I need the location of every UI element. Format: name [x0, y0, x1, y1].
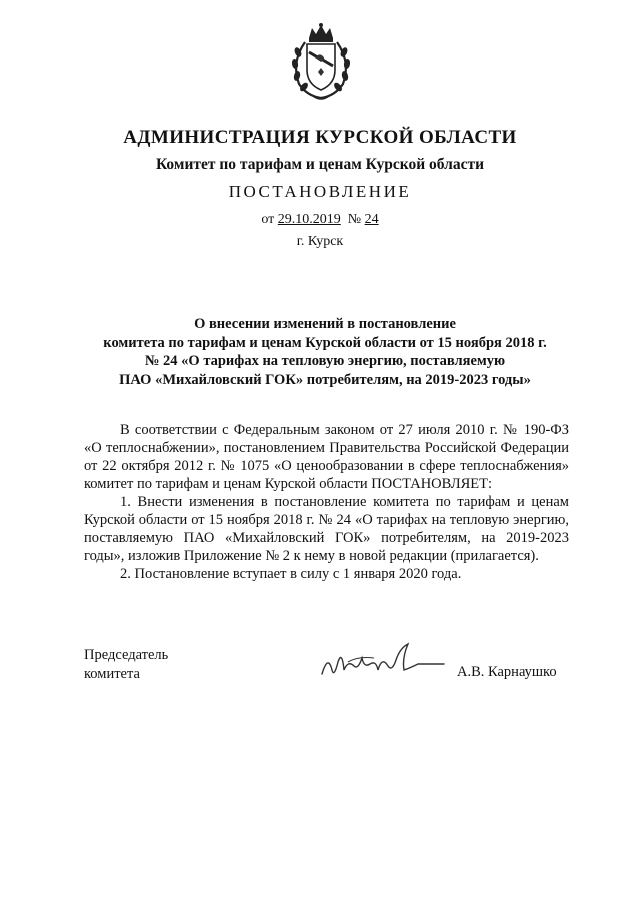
title-line: О внесении изменений в постановление [194, 316, 456, 332]
document-title [80, 315, 570, 389]
coat-of-arms-icon [285, 22, 357, 102]
signatory-name: А.В. Карнаушко [457, 664, 557, 680]
document-body [84, 421, 569, 583]
item-2-paragraph: 2. Постановление вступает в силу с 1 января 2020 года. [120, 566, 462, 582]
preamble-paragraph: В соответствии с Федеральным законом от 27 июля 2010 г. № 190-ФЗ «О теплоснабжении», постановлением Правительства Российской Федерации от 22 октября 2012 г. № 1075 «О ценообразовании в сфере теплоснабжения» комитет по тарифам и ценам Курской области ПОСТАНОВЛЯЕТ: [84, 422, 569, 492]
position-line: Председатель [84, 647, 169, 663]
document-date: 29.10.2019 [277, 212, 341, 227]
title-line: комитета по тарифам и ценам Курской области от 15 ноября 2018 г. [103, 334, 547, 351]
title-line: ПАО «Михайловский ГОК» потребителям, на 2019-2023 годы» [119, 371, 531, 388]
document-number: 24 [364, 212, 379, 227]
organization-name: АДМИНИСТРАЦИЯ КУРСКОЙ ОБЛАСТИ [123, 127, 517, 148]
signature-icon [318, 640, 448, 686]
document-date-number [0, 212, 640, 228]
signatory-position [84, 646, 168, 683]
city: г. Курск [296, 234, 344, 249]
date-prefix: от [261, 212, 275, 227]
number-prefix: № [347, 212, 362, 227]
position-line: комитета [84, 665, 140, 682]
committee-name: Комитет по тарифам и ценам Курской области [155, 156, 485, 173]
title-line: № 24 «О тарифах на тепловую энергию, поставляемую [144, 353, 506, 369]
document-type: ПОСТАНОВЛЕНИЕ [228, 182, 412, 201]
item-1-paragraph: 1. Внести изменения в постановление комитета по тарифам и ценам Курской области от 15 ноября 2018 г. № 24 «О тарифах на тепловую энергию, поставляемую ПАО «Михайловский ГОК» потребителям, на 2019-2023 годы», изложив Приложение № 2 к нему в новой редакции (прилагается). [84, 494, 569, 564]
